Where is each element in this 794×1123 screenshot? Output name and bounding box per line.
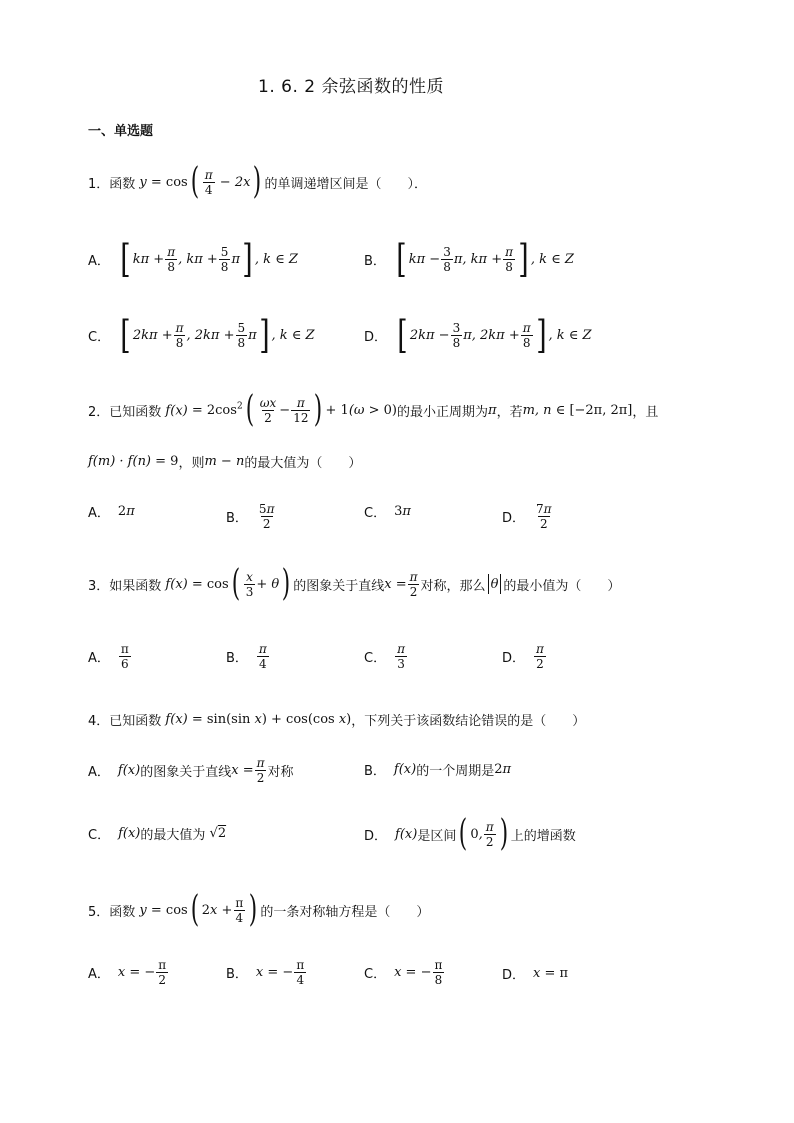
option-text: 的图象关于直线	[140, 765, 232, 780]
option-label: B．	[364, 764, 386, 779]
option-4c[interactable]: C． f(x) 的最大值为 √2	[88, 826, 227, 843]
question-prefix: 函数	[109, 176, 136, 192]
option-label: B．	[226, 651, 248, 666]
option-5a[interactable]: A． x = − $\frac{\pi}{2}$	[88, 958, 167, 987]
question-text: 的最大值为（ ）	[244, 456, 362, 471]
option-label: B．	[226, 511, 248, 526]
option-label: D．	[502, 968, 526, 983]
question-text: ，下列关于该函数结论错误的是（ ）	[351, 714, 586, 729]
option-3d[interactable]: D． $\frac{\pi}{2}$	[502, 642, 544, 671]
question-text: 的最小值为（ ）	[503, 578, 621, 594]
option-label: C．	[364, 967, 387, 982]
option-2b[interactable]: B． $\frac{5\pi}{2}$	[226, 502, 275, 531]
question-number: 1．	[88, 176, 110, 192]
option-label: A．	[88, 506, 110, 521]
fraction: $\frac{\pi}{4}$	[204, 167, 213, 197]
section-heading: 一、单选题	[88, 124, 154, 139]
option-2d[interactable]: D． $\frac{7\pi}{2}$	[502, 502, 552, 531]
question-prefix: 已知函数	[109, 714, 162, 729]
option-5c[interactable]: C． x = − $\frac{\pi}{8}$	[364, 958, 443, 987]
option-text: 是区间	[417, 828, 457, 844]
question-number: 2．	[88, 404, 110, 420]
option-4a[interactable]: A． f(x) 的图象关于直线 x = $\frac{\pi}{2}$ 对称	[88, 756, 294, 785]
option-label: A．	[88, 651, 110, 666]
option-label: A．	[88, 765, 110, 780]
option-1b[interactable]: B． [ kπ − $\frac{3}{8}$ π, kπ + $\frac{\pi}{8}$ ] , k ∈ Z	[364, 237, 574, 281]
option-text: 的最大值为	[140, 828, 206, 843]
option-label: D．	[364, 329, 388, 345]
option-label: C．	[88, 329, 111, 345]
option-label: A．	[88, 253, 110, 269]
option-4d[interactable]: D． f(x) 是区间 ( 0, $\frac{\pi}{2}$ ) 上的增函数	[364, 813, 576, 854]
question-4: 4． 已知函数 f(x) = sin(sin x) + cos(cos x) ，下列关于该函数结论错误的是（ ）	[88, 712, 586, 729]
paren: (	[190, 161, 199, 202]
question-suffix: 的单调递增区间是（ ）．	[264, 176, 427, 192]
option-label: B．	[226, 967, 248, 982]
paren: )	[253, 161, 262, 202]
question-text: 的最小正周期为	[397, 404, 489, 420]
question-prefix: 函数	[109, 904, 136, 920]
question-3: 3． 如果函数 f(x) = cos ( $\frac{x}{3}$ + θ ) 的图象关于直线 x = $\frac{\pi}{2}$ 对称，那么 θ 的最小值为（ ）	[88, 563, 621, 604]
option-label: D．	[502, 511, 526, 526]
option-text: 上的增函数	[510, 828, 576, 844]
option-4b[interactable]: B． f(x) 的一个周期是 2π	[364, 762, 512, 779]
question-text: ，且	[632, 404, 659, 420]
option-text: 的一个周期是	[416, 764, 495, 779]
page-title: 1. 6. 2 余弦函数的性质	[258, 77, 444, 97]
option-label: D．	[364, 828, 388, 844]
option-label: C．	[364, 651, 387, 666]
option-1d[interactable]: D． [ 2kπ − $\frac{3}{8}$ π, 2kπ + $\frac{\pi}{8}$ ] , k ∈ Z	[364, 313, 592, 357]
option-3a[interactable]: A． $\frac{\pi}{6}$	[88, 642, 129, 671]
option-text: 对称	[267, 765, 294, 780]
question-2-line2: f(m) · f(n) = 9 ，则 m − n 的最大值为（ ）	[88, 454, 362, 471]
option-label: B．	[364, 253, 386, 269]
question-text: 的图象关于直线	[293, 578, 385, 594]
question-text: ，则	[178, 456, 205, 471]
question-prefix: 已知函数	[109, 404, 162, 420]
question-number: 4．	[88, 714, 110, 729]
option-2a[interactable]: A． 2π	[88, 504, 135, 521]
question-prefix: 如果函数	[109, 578, 162, 594]
option-label: A．	[88, 967, 110, 982]
question-number: 3．	[88, 578, 110, 594]
option-5b[interactable]: B． x = − $\frac{\pi}{4}$	[226, 958, 305, 987]
question-5: 5． 函数 y = cos ( 2x + $\frac{\pi}{4}$ ) 的一条对称轴方程是（ ）	[88, 889, 430, 930]
option-3b[interactable]: B． $\frac{\pi}{4}$	[226, 642, 267, 671]
option-5d[interactable]: D． x = π	[502, 966, 569, 983]
option-3c[interactable]: C． $\frac{\pi}{3}$	[364, 642, 405, 671]
question-text: ，若	[496, 404, 523, 420]
question-text: 对称，那么	[420, 578, 486, 594]
question-1: 1． 函数 y = cos ( $\frac{\pi}{4}$ − 2x ) 的单调递增区间是（ ）．	[88, 161, 427, 202]
option-2c[interactable]: C． 3π	[364, 504, 411, 521]
option-label: C．	[88, 828, 111, 843]
question-number: 5．	[88, 904, 110, 920]
option-1c[interactable]: C． [ 2kπ + $\frac{\pi}{8}$ , 2kπ + $\frac{5}{8}$ π ] , k ∈ Z	[88, 313, 315, 357]
question-text: 的一条对称轴方程是（ ）	[260, 904, 430, 920]
option-label: D．	[502, 651, 526, 666]
option-1a[interactable]: A． [ kπ + $\frac{\pi}{8}$ , kπ + $\frac{5}{8}$ π ] , k ∈ Z	[88, 237, 298, 281]
option-label: C．	[364, 506, 387, 521]
formula: y = cos	[135, 174, 188, 190]
question-2: 2． 已知函数 $f(x) = 2\cos^2$ ( $\frac{\omega x}{2}$ − $\frac{\pi}{12}$ ) + 1(ω > 0) 的最小正周期为 π ，若 m, n ∈ [−2π, 2π] ，且	[88, 389, 659, 430]
